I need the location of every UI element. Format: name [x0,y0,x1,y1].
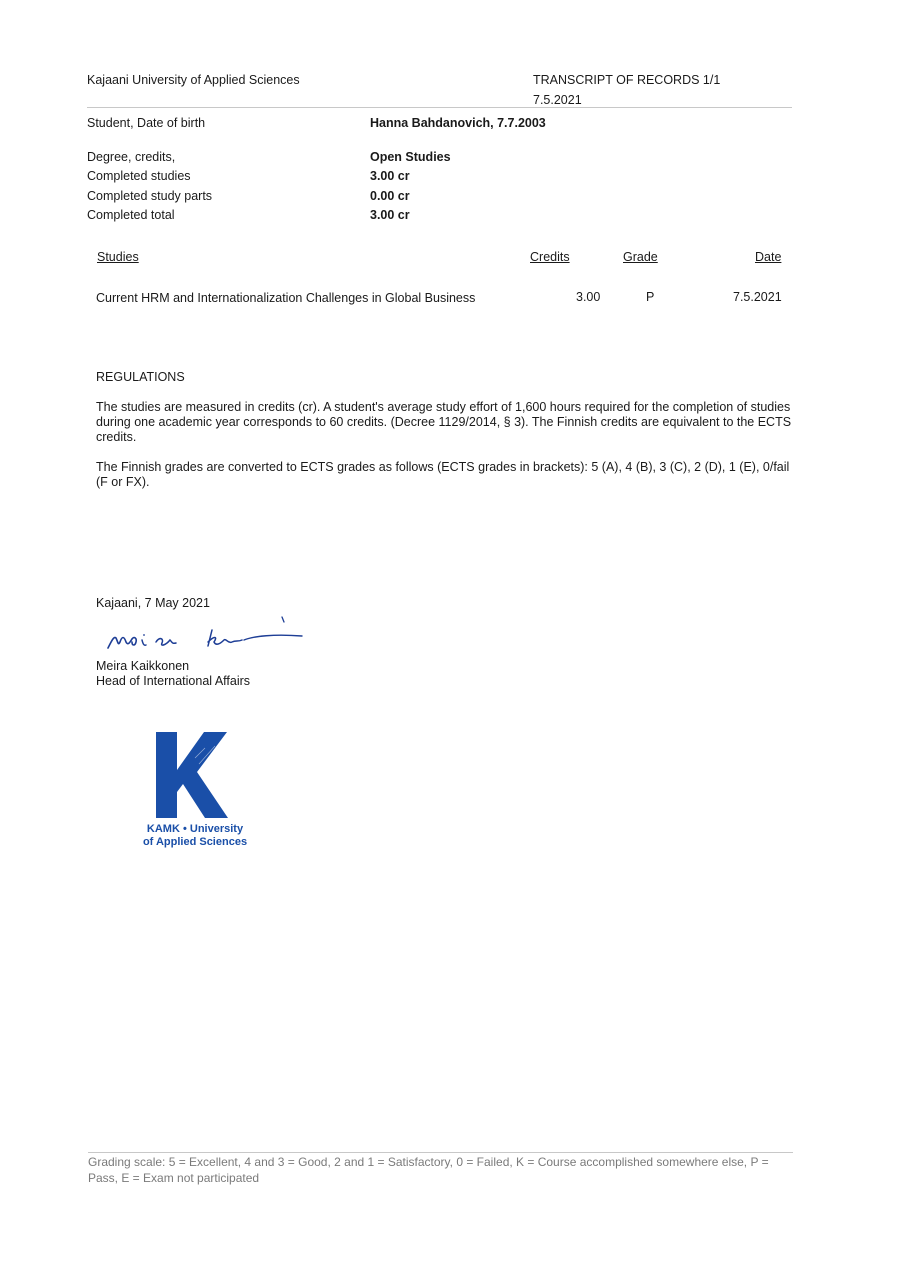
document-date: 7.5.2021 [533,93,582,107]
place-date: Kajaani, 7 May 2021 [96,596,210,610]
header-divider [87,107,792,108]
handwritten-signature [104,612,314,654]
column-header-grade: Grade [623,250,658,264]
student-label: Student, Date of birth [87,116,206,130]
kamk-k-icon [135,728,255,820]
study-name: Current HRM and Internationalization Challenges in Global Business [96,291,476,305]
signatory-position: Head of International Affairs [96,674,251,688]
completed-studies-label: Completed studies [87,169,191,183]
student-value: Hanna Bahdanovich, 7.7.2003 [370,116,546,130]
degree-label: Degree, credits, [87,150,176,164]
regulations-title: REGULATIONS [96,370,185,384]
study-grade: P [646,290,655,304]
column-header-studies: Studies [97,250,139,264]
signatory-name: Meira Kaikkonen [96,659,190,673]
kamk-logo [135,728,255,856]
document-title: TRANSCRIPT OF RECORDS 1/1 [533,73,721,87]
completed-studies-value: 3.00 cr [370,169,410,183]
grading-scale-note: Grading scale: 5 = Excellent, 4 and 3 = Good, 2 and 1 = Satisfactory, 0 = Failed, K = Course accomplished somewhere else, P = Pass, E = Exam not participated [88,1155,769,1185]
degree-value: Open Studies [370,150,451,164]
study-credits: 3.00 [576,290,601,304]
completed-parts-value: 0.00 cr [370,189,410,203]
stamp-line-2: of Applied Sciences [142,836,248,848]
completed-total-label: Completed total [87,208,175,222]
footer-divider [88,1152,793,1153]
stamp-line-1: KAMK • University [146,823,244,835]
regulations-paragraph-credits: The studies are measured in credits (cr). A student's average study effort of 1,600 hours required for the completion of studies during one academic year corresponds to 60 credits. (Decree 1129/2014, § 3). The Finnish credits are equivalent to the ECTS credits. [96,400,792,444]
completed-parts-label: Completed study parts [87,189,213,203]
completed-total-value: 3.00 cr [370,208,410,222]
study-date: 7.5.2021 [733,290,782,304]
regulations-paragraph-grades: The Finnish grades are converted to ECTS grades as follows (ECTS grades in brackets): 5 (A), 4 (B), 3 (C), 2 (D), 1 (E), 0/fail (F or FX). [96,460,790,489]
institution-name: Kajaani University of Applied Sciences [87,73,300,87]
column-header-date: Date [755,250,782,264]
column-header-credits: Credits [530,250,570,264]
